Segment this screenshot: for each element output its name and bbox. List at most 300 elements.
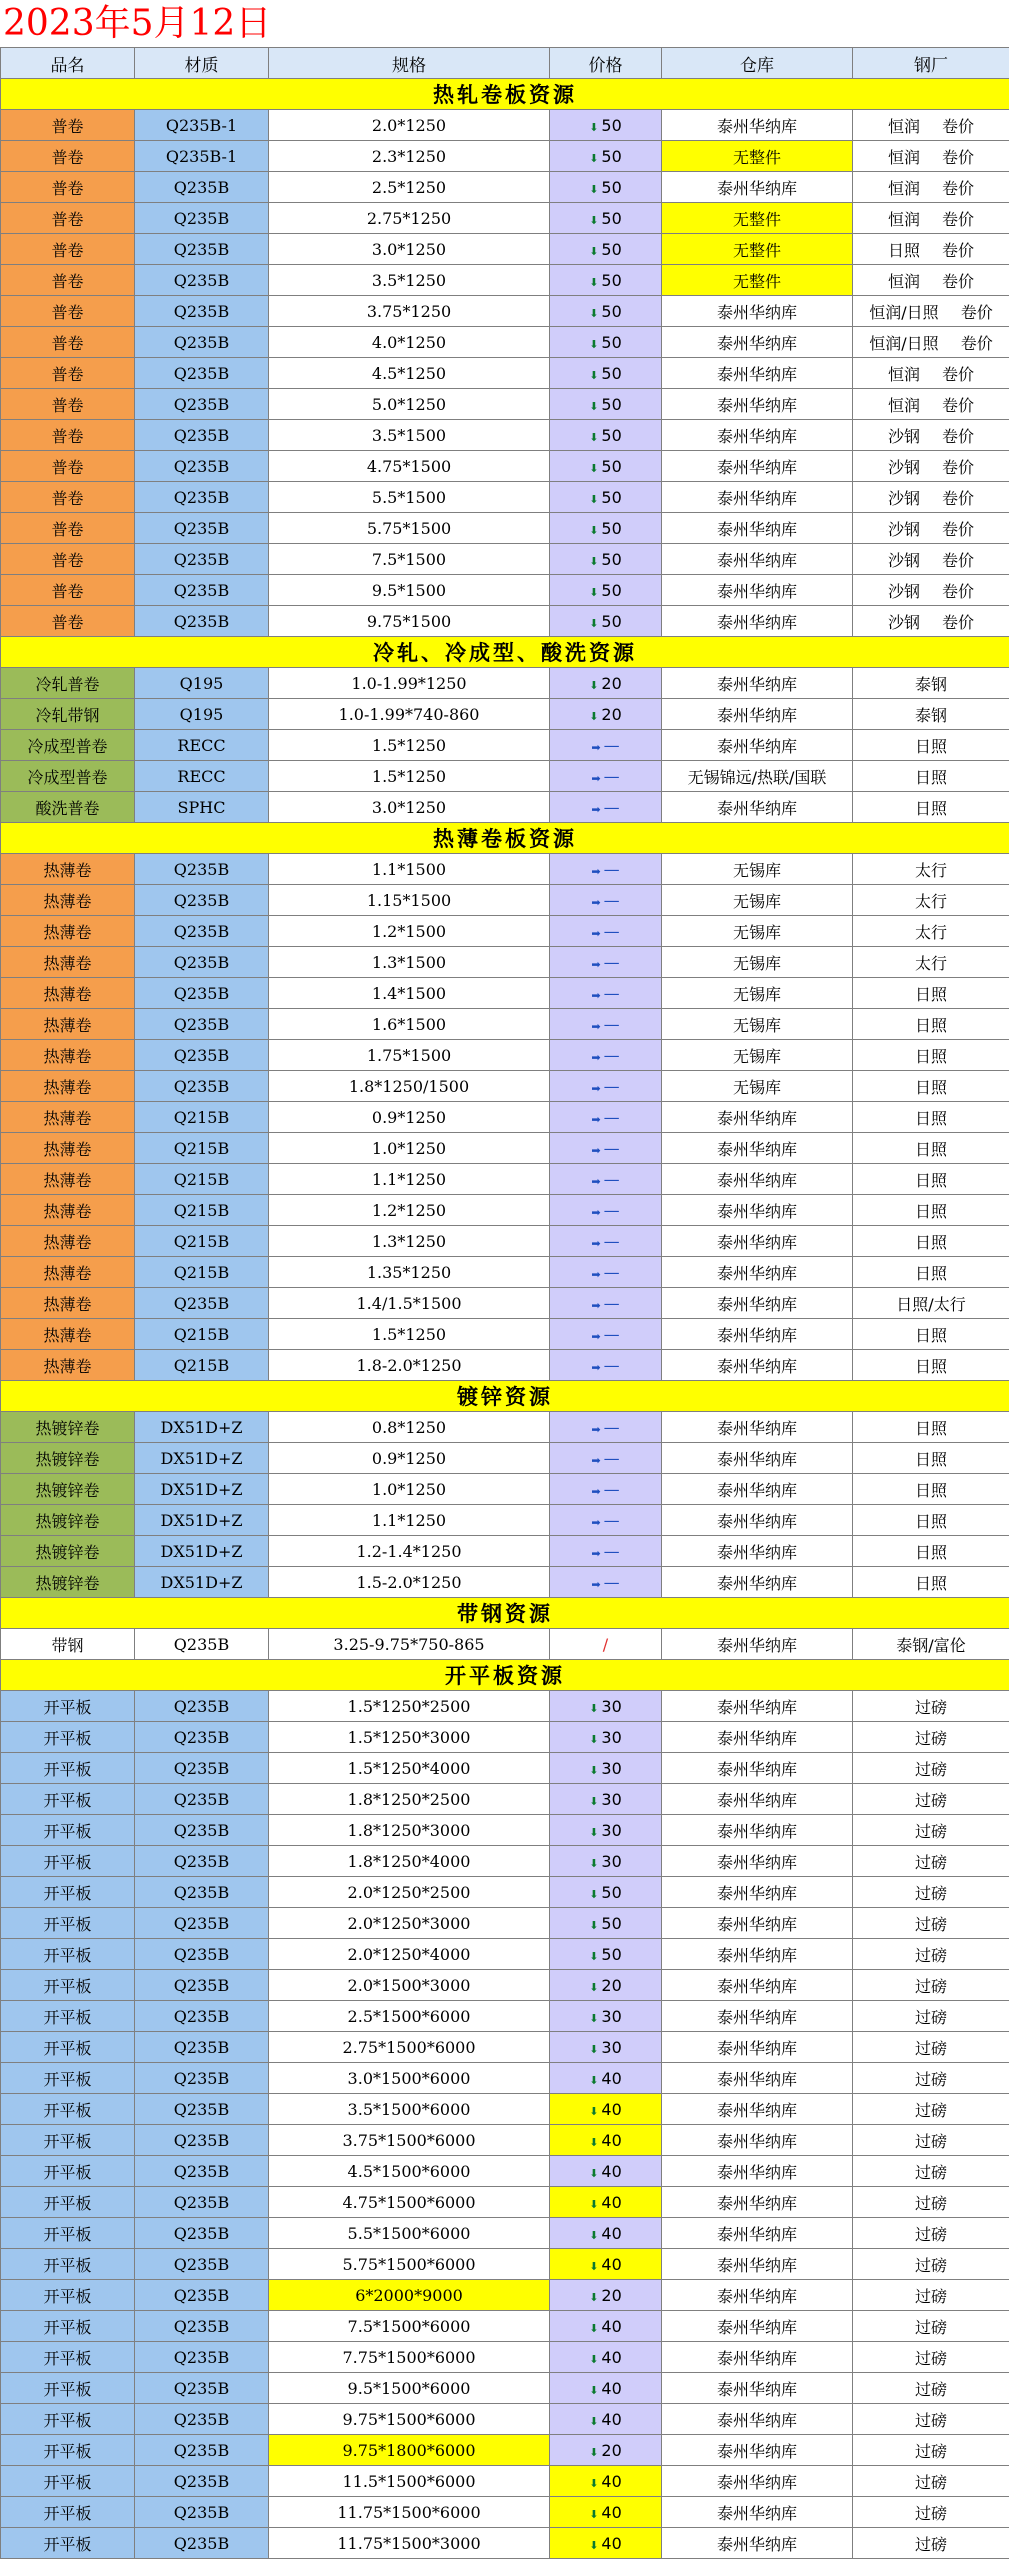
warehouse-cell: 泰州华纳库 — [662, 1164, 853, 1195]
mill-cell — [853, 451, 1009, 482]
material-cell: Q235B — [135, 2218, 269, 2249]
table-row — [1, 1536, 1009, 1567]
price-cell — [550, 854, 662, 885]
mill-name: 日照 — [887, 240, 920, 260]
table-row — [1, 1164, 1009, 1195]
right-arrow-icon: ➡ — [591, 926, 601, 940]
header-name: 品名 — [1, 48, 135, 79]
price-value: — — [603, 1572, 620, 1592]
material-cell: Q235B — [135, 2094, 269, 2125]
price-cell — [550, 327, 662, 358]
mill-cell — [853, 978, 1009, 1009]
material-cell: Q215B — [135, 1319, 269, 1350]
product-name-cell: 开平板 — [1, 2063, 135, 2094]
price-cell — [550, 1908, 662, 1939]
material-cell: Q215B — [135, 1164, 269, 1195]
price-value: 40 — [601, 2099, 622, 2119]
table-row — [1, 265, 1009, 296]
mill-name: 太行 — [914, 860, 947, 880]
table-row — [1, 1505, 1009, 1536]
product-name-cell: 开平板 — [1, 2001, 135, 2032]
price-value: — — [603, 1262, 620, 1282]
warehouse-cell: 无整件 — [662, 265, 853, 296]
mill-name: 过磅 — [914, 2534, 947, 2554]
warehouse-cell: 无锡库 — [662, 885, 853, 916]
product-name-cell: 开平板 — [1, 2280, 135, 2311]
price-value: — — [603, 1541, 620, 1561]
warehouse-cell: 泰州华纳库 — [662, 110, 853, 141]
warehouse-cell: 无锡库 — [662, 1040, 853, 1071]
product-name-cell: 开平板 — [1, 1722, 135, 1753]
product-name-cell: 开平板 — [1, 2311, 135, 2342]
down-arrow-icon: ⬇ — [589, 2166, 599, 2180]
product-name-cell: 热镀锌卷 — [1, 1412, 135, 1443]
spec-cell: 1.5*1250 — [269, 1319, 550, 1350]
product-name-cell: 普卷 — [1, 203, 135, 234]
table-row — [1, 1257, 1009, 1288]
mill-name: 太行 — [914, 891, 947, 911]
mill-cell — [853, 1071, 1009, 1102]
price-note: 卷价 — [942, 240, 975, 260]
product-name-cell: 热薄卷 — [1, 978, 135, 1009]
material-cell: Q235B — [135, 1691, 269, 1722]
material-cell: Q235B — [135, 2125, 269, 2156]
warehouse-cell: 泰州华纳库 — [662, 1567, 853, 1598]
mill-name: 恒润 — [887, 395, 920, 415]
price-note: 卷价 — [942, 519, 975, 539]
mill-name: 过磅 — [914, 2255, 947, 2275]
price-cell — [550, 1350, 662, 1381]
mill-name: 日照 — [914, 1139, 947, 1159]
table-row — [1, 2466, 1009, 2497]
mill-name: 日照 — [914, 1201, 947, 1221]
spec-cell: 11.5*1500*6000 — [269, 2466, 550, 2497]
warehouse-cell: 泰州华纳库 — [662, 172, 853, 203]
price-value: 50 — [601, 518, 622, 538]
table-row — [1, 2435, 1009, 2466]
material-cell: Q215B — [135, 1133, 269, 1164]
spec-cell: 5.75*1500 — [269, 513, 550, 544]
mill-cell — [853, 1908, 1009, 1939]
down-arrow-icon: ⬇ — [589, 2476, 599, 2490]
mill-name: 沙钢 — [887, 426, 920, 446]
mill-cell — [853, 1567, 1009, 1598]
product-name-cell: 普卷 — [1, 141, 135, 172]
price-value: — — [603, 1231, 620, 1251]
product-name-cell: 普卷 — [1, 296, 135, 327]
material-cell: DX51D+Z — [135, 1412, 269, 1443]
material-cell: Q235B — [135, 2249, 269, 2280]
mill-name: 过磅 — [914, 2038, 947, 2058]
table-row — [1, 172, 1009, 203]
mill-cell — [853, 1722, 1009, 1753]
material-cell: Q235B — [135, 1040, 269, 1071]
price-cell — [550, 265, 662, 296]
mill-cell — [853, 1691, 1009, 1722]
warehouse-cell: 泰州华纳库 — [662, 1505, 853, 1536]
right-arrow-icon: ➡ — [591, 1546, 601, 1560]
warehouse-cell: 泰州华纳库 — [662, 730, 853, 761]
mill-cell — [853, 1412, 1009, 1443]
warehouse-cell: 泰州华纳库 — [662, 1443, 853, 1474]
mill-name: 沙钢 — [887, 519, 920, 539]
down-arrow-icon: ⬇ — [589, 2538, 599, 2552]
material-cell: Q235B — [135, 854, 269, 885]
table-row — [1, 699, 1009, 730]
material-cell: Q235B — [135, 296, 269, 327]
price-cell — [550, 1474, 662, 1505]
spec-cell: 1.1*1250 — [269, 1164, 550, 1195]
price-value: 40 — [601, 2471, 622, 2491]
mill-name: 日照 — [914, 1325, 947, 1345]
spec-cell: 1.5*1250 — [269, 761, 550, 792]
price-cell — [550, 2063, 662, 2094]
right-arrow-icon: ➡ — [591, 1112, 601, 1126]
price-sheet — [0, 47, 1009, 2559]
product-name-cell: 开平板 — [1, 2404, 135, 2435]
material-cell: Q235B-1 — [135, 141, 269, 172]
warehouse-cell: 泰州华纳库 — [662, 1133, 853, 1164]
price-value: — — [603, 797, 620, 817]
mill-cell — [853, 2280, 1009, 2311]
warehouse-cell: 泰州华纳库 — [662, 1319, 853, 1350]
spec-cell: 1.8*1250*4000 — [269, 1846, 550, 1877]
material-cell: Q235B — [135, 482, 269, 513]
warehouse-cell: 泰州华纳库 — [662, 296, 853, 327]
right-arrow-icon: ➡ — [591, 1298, 601, 1312]
spec-cell: 7.5*1500 — [269, 544, 550, 575]
table-row — [1, 234, 1009, 265]
spec-cell: 1.4/1.5*1500 — [269, 1288, 550, 1319]
spec-cell: 1.8*1250*2500 — [269, 1784, 550, 1815]
price-value: 50 — [601, 1882, 622, 1902]
spec-cell: 3.5*1500*6000 — [269, 2094, 550, 2125]
warehouse-cell: 泰州华纳库 — [662, 1877, 853, 1908]
material-cell: Q235B — [135, 947, 269, 978]
mill-cell — [853, 358, 1009, 389]
material-cell: Q235B — [135, 2187, 269, 2218]
product-name-cell: 普卷 — [1, 544, 135, 575]
product-name-cell: 开平板 — [1, 1846, 135, 1877]
product-name-cell: 热薄卷 — [1, 1350, 135, 1381]
product-name-cell: 热薄卷 — [1, 1195, 135, 1226]
mill-cell — [853, 172, 1009, 203]
spec-cell: 1.0*1250 — [269, 1133, 550, 1164]
material-cell: Q235B — [135, 1970, 269, 2001]
spec-cell: 9.75*1800*6000 — [269, 2435, 550, 2466]
table-row — [1, 358, 1009, 389]
spec-cell: 2.0*1250 — [269, 110, 550, 141]
warehouse-cell: 无锡锦远/热联/国联 — [662, 761, 853, 792]
section-row — [1, 637, 1009, 668]
table-row — [1, 730, 1009, 761]
down-arrow-icon: ⬇ — [589, 275, 599, 289]
price-cell — [550, 1536, 662, 1567]
mill-name: 沙钢 — [887, 488, 920, 508]
product-name-cell: 开平板 — [1, 2497, 135, 2528]
table-row — [1, 854, 1009, 885]
price-value: 40 — [601, 2409, 622, 2429]
mill-cell — [853, 792, 1009, 823]
material-cell: Q235B — [135, 265, 269, 296]
mill-name: 日照 — [914, 1108, 947, 1128]
warehouse-cell: 泰州华纳库 — [662, 2435, 853, 2466]
table-row — [1, 1288, 1009, 1319]
material-cell: Q235B — [135, 420, 269, 451]
down-arrow-icon: ⬇ — [589, 1856, 599, 1870]
warehouse-cell: 泰州华纳库 — [662, 2342, 853, 2373]
right-arrow-icon: ➡ — [591, 1453, 601, 1467]
product-name-cell: 热薄卷 — [1, 1288, 135, 1319]
price-value: — — [603, 1293, 620, 1313]
page-title: 2023年5月12日 — [3, 3, 272, 44]
price-value: / — [602, 1634, 609, 1654]
table-row — [1, 2032, 1009, 2063]
warehouse-cell: 泰州华纳库 — [662, 699, 853, 730]
material-cell: Q235B — [135, 1288, 269, 1319]
material-cell: Q235B — [135, 606, 269, 637]
mill-name: 日照 — [914, 1015, 947, 1035]
price-cell — [550, 420, 662, 451]
down-arrow-icon: ⬇ — [589, 585, 599, 599]
price-value: 30 — [601, 2006, 622, 2026]
product-name-cell: 热镀锌卷 — [1, 1536, 135, 1567]
mill-cell — [853, 1319, 1009, 1350]
price-value: — — [603, 983, 620, 1003]
spec-cell: 1.2-1.4*1250 — [269, 1536, 550, 1567]
product-name-cell: 开平板 — [1, 2249, 135, 2280]
mill-name: 过磅 — [914, 1790, 947, 1810]
mill-cell — [853, 1288, 1009, 1319]
material-cell: Q235B — [135, 1784, 269, 1815]
spec-cell: 1.1*1500 — [269, 854, 550, 885]
material-cell: Q195 — [135, 668, 269, 699]
material-cell: Q235B — [135, 1908, 269, 1939]
table-row — [1, 885, 1009, 916]
mill-cell — [853, 420, 1009, 451]
price-note: 卷价 — [942, 581, 975, 601]
right-arrow-icon: ➡ — [591, 1577, 601, 1591]
product-name-cell: 热薄卷 — [1, 947, 135, 978]
warehouse-cell: 泰州华纳库 — [662, 451, 853, 482]
spec-cell: 1.2*1250 — [269, 1195, 550, 1226]
mill-name: 过磅 — [914, 2224, 947, 2244]
material-cell: Q235B — [135, 1877, 269, 1908]
spec-cell: 11.75*1500*3000 — [269, 2528, 550, 2559]
table-row — [1, 1350, 1009, 1381]
price-value: 50 — [601, 208, 622, 228]
down-arrow-icon: ⬇ — [589, 1918, 599, 1932]
spec-cell: 2.5*1250 — [269, 172, 550, 203]
mill-name: 恒润 — [887, 116, 920, 136]
material-cell: Q235B — [135, 2311, 269, 2342]
table-row — [1, 2528, 1009, 2559]
material-cell: Q215B — [135, 1257, 269, 1288]
price-value: — — [603, 735, 620, 755]
product-name-cell: 开平板 — [1, 1784, 135, 1815]
table-row — [1, 1815, 1009, 1846]
product-name-cell: 热薄卷 — [1, 1319, 135, 1350]
spec-cell: 1.1*1250 — [269, 1505, 550, 1536]
price-cell — [550, 1133, 662, 1164]
right-arrow-icon: ➡ — [591, 1484, 601, 1498]
price-value: — — [603, 1076, 620, 1096]
mill-cell — [853, 2311, 1009, 2342]
product-name-cell: 普卷 — [1, 389, 135, 420]
warehouse-cell: 无整件 — [662, 141, 853, 172]
mill-name: 日照 — [914, 1511, 947, 1531]
down-arrow-icon: ⬇ — [589, 1701, 599, 1715]
material-cell: Q235B — [135, 1753, 269, 1784]
table-row — [1, 1319, 1009, 1350]
product-name-cell: 开平板 — [1, 2466, 135, 2497]
product-name-cell: 冷轧带钢 — [1, 699, 135, 730]
price-value: 40 — [601, 2161, 622, 2181]
price-value: 50 — [601, 363, 622, 383]
price-cell — [550, 1040, 662, 1071]
price-value: 50 — [601, 1944, 622, 1964]
mill-cell — [853, 2156, 1009, 2187]
price-value: 50 — [601, 394, 622, 414]
material-cell: Q235B — [135, 513, 269, 544]
mill-name: 日照 — [914, 984, 947, 1004]
material-cell: Q235B — [135, 2342, 269, 2373]
warehouse-cell: 泰州华纳库 — [662, 2063, 853, 2094]
spec-cell: 2.3*1250 — [269, 141, 550, 172]
down-arrow-icon: ⬇ — [589, 2352, 599, 2366]
product-name-cell: 开平板 — [1, 2342, 135, 2373]
mill-name: 日照 — [914, 1356, 947, 1376]
mill-name: 日照 — [914, 1573, 947, 1593]
material-cell: Q235B — [135, 1629, 269, 1660]
material-cell: RECC — [135, 761, 269, 792]
mill-cell — [853, 265, 1009, 296]
price-cell — [550, 2466, 662, 2497]
price-value: — — [603, 766, 620, 786]
warehouse-cell: 泰州华纳库 — [662, 606, 853, 637]
mill-cell — [853, 2187, 1009, 2218]
warehouse-cell: 泰州华纳库 — [662, 1629, 853, 1660]
product-name-cell: 热薄卷 — [1, 1009, 135, 1040]
spec-cell: 3.0*1500*6000 — [269, 2063, 550, 2094]
product-name-cell: 普卷 — [1, 234, 135, 265]
mill-cell — [853, 2249, 1009, 2280]
table-row — [1, 2342, 1009, 2373]
mill-name: 恒润 — [887, 364, 920, 384]
price-cell — [550, 1784, 662, 1815]
price-note: 卷价 — [942, 209, 975, 229]
warehouse-cell: 泰州华纳库 — [662, 1815, 853, 1846]
warehouse-cell: 泰州华纳库 — [662, 2404, 853, 2435]
spec-cell: 1.5*1250*3000 — [269, 1722, 550, 1753]
price-value: 50 — [601, 301, 622, 321]
spec-cell: 9.75*1500 — [269, 606, 550, 637]
warehouse-cell: 泰州华纳库 — [662, 668, 853, 699]
table-row — [1, 1567, 1009, 1598]
down-arrow-icon: ⬇ — [589, 213, 599, 227]
table-row — [1, 1009, 1009, 1040]
price-cell — [550, 1970, 662, 2001]
down-arrow-icon: ⬇ — [589, 2073, 599, 2087]
price-cell — [550, 606, 662, 637]
warehouse-cell: 泰州华纳库 — [662, 2218, 853, 2249]
material-cell: Q235B — [135, 2435, 269, 2466]
price-value: — — [603, 1014, 620, 1034]
header-spec: 规格 — [269, 48, 550, 79]
price-value: 40 — [601, 2192, 622, 2212]
spec-cell: 3.0*1250 — [269, 234, 550, 265]
warehouse-cell: 泰州华纳库 — [662, 2466, 853, 2497]
table-row — [1, 916, 1009, 947]
table-row — [1, 2187, 1009, 2218]
material-cell: DX51D+Z — [135, 1536, 269, 1567]
product-name-cell: 开平板 — [1, 1753, 135, 1784]
spec-cell: 1.75*1500 — [269, 1040, 550, 1071]
spec-cell: 2.5*1500*6000 — [269, 2001, 550, 2032]
down-arrow-icon: ⬇ — [589, 1825, 599, 1839]
mill-cell — [853, 2528, 1009, 2559]
price-cell — [550, 761, 662, 792]
down-arrow-icon: ⬇ — [589, 492, 599, 506]
price-cell — [550, 1629, 662, 1660]
mill-name: 过磅 — [914, 1976, 947, 1996]
mill-name: 恒润/日照 — [869, 333, 939, 353]
right-arrow-icon: ➡ — [591, 1143, 601, 1157]
product-name-cell: 开平板 — [1, 1939, 135, 1970]
mill-cell — [853, 947, 1009, 978]
mill-cell — [853, 916, 1009, 947]
price-cell — [550, 141, 662, 172]
section-row — [1, 823, 1009, 854]
price-value: — — [603, 1479, 620, 1499]
price-cell — [550, 1009, 662, 1040]
table-row — [1, 110, 1009, 141]
price-value: — — [603, 1045, 620, 1065]
price-value: — — [603, 1510, 620, 1530]
spec-cell: 3.0*1250 — [269, 792, 550, 823]
mill-name: 日照 — [914, 1480, 947, 1500]
header-row — [1, 48, 1009, 79]
down-arrow-icon: ⬇ — [589, 616, 599, 630]
down-arrow-icon: ⬇ — [589, 182, 599, 196]
down-arrow-icon: ⬇ — [589, 1763, 599, 1777]
product-name-cell: 热薄卷 — [1, 1257, 135, 1288]
price-value: 40 — [601, 2378, 622, 2398]
table-row — [1, 389, 1009, 420]
product-name-cell: 普卷 — [1, 513, 135, 544]
down-arrow-icon: ⬇ — [589, 1732, 599, 1746]
table-row — [1, 1474, 1009, 1505]
material-cell: Q235B — [135, 885, 269, 916]
mill-cell — [853, 2218, 1009, 2249]
warehouse-cell: 泰州华纳库 — [662, 2249, 853, 2280]
mill-name: 过磅 — [914, 2131, 947, 2151]
spec-cell: 1.8*1250*3000 — [269, 1815, 550, 1846]
mill-cell — [853, 389, 1009, 420]
product-name-cell: 普卷 — [1, 420, 135, 451]
mill-name: 过磅 — [914, 1821, 947, 1841]
price-cell — [550, 916, 662, 947]
table-row — [1, 761, 1009, 792]
price-value: — — [603, 1107, 620, 1127]
down-arrow-icon: ⬇ — [589, 368, 599, 382]
product-name-cell: 冷成型普卷 — [1, 730, 135, 761]
warehouse-cell: 泰州华纳库 — [662, 1846, 853, 1877]
material-cell: Q235B — [135, 2497, 269, 2528]
warehouse-cell: 泰州华纳库 — [662, 1908, 853, 1939]
price-cell — [550, 792, 662, 823]
price-cell — [550, 2497, 662, 2528]
